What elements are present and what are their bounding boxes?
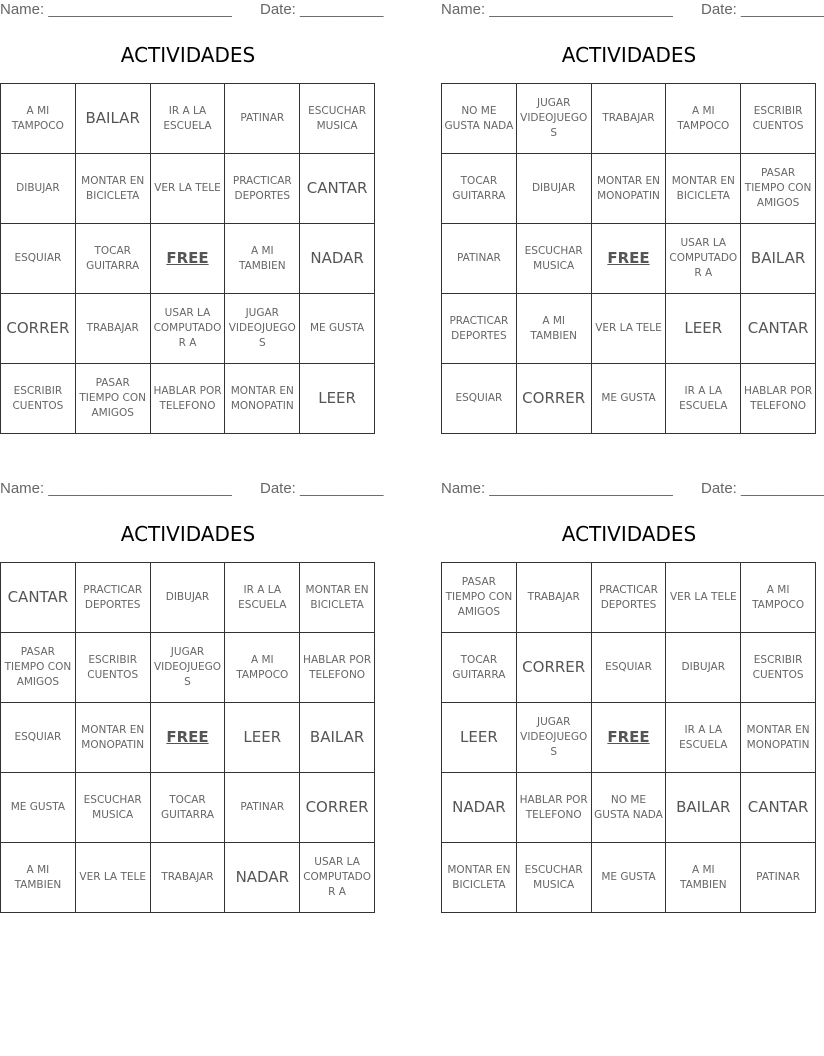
bingo-cell[interactable]: CORRER bbox=[1, 294, 76, 364]
date-label: Date: bbox=[701, 480, 737, 497]
bingo-cell[interactable]: JUGAR VIDEOJUEGOS bbox=[151, 633, 226, 703]
bingo-cell[interactable]: JUGAR VIDEOJUEGOS bbox=[517, 703, 592, 773]
bingo-cell[interactable]: TOCAR GUITARRA bbox=[151, 773, 226, 843]
bingo-card-1 bbox=[0, 0, 384, 432]
bingo-cell[interactable]: USAR LA COMPUTADOR A bbox=[300, 843, 375, 913]
bingo-cell[interactable]: PRACTICAR DEPORTES bbox=[76, 563, 151, 633]
bingo-cell[interactable]: MONTAR EN MONOPATIN bbox=[225, 364, 300, 434]
bingo-cell[interactable]: ME GUSTA bbox=[300, 294, 375, 364]
card-title: ACTIVIDADES bbox=[561, 522, 697, 546]
bingo-cell[interactable]: USAR LA COMPUTADOR A bbox=[666, 224, 741, 294]
bingo-cell[interactable]: CANTAR bbox=[1, 563, 76, 633]
card-title: ACTIVIDADES bbox=[561, 43, 697, 67]
card-title: ACTIVIDADES bbox=[120, 522, 256, 546]
free-space[interactable]: FREE bbox=[592, 224, 667, 294]
bingo-cell[interactable]: IR A LA ESCUELA bbox=[666, 364, 741, 434]
bingo-cell[interactable]: TRABAJAR bbox=[151, 843, 226, 913]
bingo-grid bbox=[0, 83, 375, 434]
bingo-cell[interactable]: MONTAR EN BICICLETA bbox=[666, 154, 741, 224]
bingo-cell[interactable]: VER LA TELE bbox=[592, 294, 667, 364]
bingo-cell[interactable]: ME GUSTA bbox=[592, 364, 667, 434]
bingo-cell[interactable]: MONTAR EN BICICLETA bbox=[442, 843, 517, 913]
bingo-cell[interactable]: HABLAR POR TELEFONO bbox=[300, 633, 375, 703]
bingo-cell[interactable]: VER LA TELE bbox=[151, 154, 226, 224]
bingo-card-3 bbox=[0, 479, 384, 911]
bingo-cell[interactable]: ESCRIBIR CUENTOS bbox=[76, 633, 151, 703]
bingo-cell[interactable]: JUGAR VIDEOJUEGOS bbox=[517, 84, 592, 154]
free-space[interactable]: FREE bbox=[592, 703, 667, 773]
bingo-cell[interactable]: TOCAR GUITARRA bbox=[76, 224, 151, 294]
date-line: __________ bbox=[741, 480, 824, 497]
bingo-cell[interactable]: A MI TAMPOCO bbox=[225, 633, 300, 703]
bingo-cell[interactable]: IR A LA ESCUELA bbox=[151, 84, 226, 154]
date-label: Date: bbox=[260, 480, 296, 497]
bingo-cell[interactable]: PRACTICAR DEPORTES bbox=[225, 154, 300, 224]
bingo-cell[interactable]: PASAR TIEMPO CON AMIGOS bbox=[1, 633, 76, 703]
bingo-cell[interactable]: A MI TAMPOCO bbox=[1, 84, 76, 154]
bingo-cell[interactable]: TRABAJAR bbox=[592, 84, 667, 154]
bingo-cell[interactable]: LEER bbox=[442, 703, 517, 773]
bingo-cell[interactable]: ESCUCHAR MUSICA bbox=[517, 843, 592, 913]
name-field[interactable] bbox=[441, 0, 673, 20]
bingo-cell[interactable]: PASAR TIEMPO CON AMIGOS bbox=[741, 154, 816, 224]
bingo-cell[interactable]: NADAR bbox=[442, 773, 517, 843]
bingo-cell[interactable]: BAILAR bbox=[741, 224, 816, 294]
name-field[interactable] bbox=[0, 479, 232, 499]
bingo-cell[interactable]: DIBUJAR bbox=[517, 154, 592, 224]
bingo-cell[interactable]: NADAR bbox=[225, 843, 300, 913]
bingo-cell[interactable]: CORRER bbox=[300, 773, 375, 843]
card-title: ACTIVIDADES bbox=[120, 43, 256, 67]
bingo-cell[interactable]: BAILAR bbox=[666, 773, 741, 843]
bingo-cell[interactable]: NO ME GUSTA NADA bbox=[442, 84, 517, 154]
bingo-cell[interactable]: USAR LA COMPUTADOR A bbox=[151, 294, 226, 364]
bingo-cell[interactable]: LEER bbox=[300, 364, 375, 434]
bingo-cell[interactable]: BAILAR bbox=[76, 84, 151, 154]
bingo-cell[interactable]: ME GUSTA bbox=[592, 843, 667, 913]
bingo-cell[interactable]: MONTAR EN MONOPATIN bbox=[76, 703, 151, 773]
date-line: __________ bbox=[300, 1, 384, 18]
bingo-cell[interactable]: PASAR TIEMPO CON AMIGOS bbox=[442, 563, 517, 633]
name-label: Name: bbox=[441, 480, 486, 497]
card-header bbox=[441, 0, 824, 20]
bingo-cell[interactable]: HABLAR POR TELEFONO bbox=[741, 364, 816, 434]
date-line: __________ bbox=[300, 480, 384, 497]
bingo-cell[interactable]: DIBUJAR bbox=[666, 633, 741, 703]
bingo-cell[interactable]: MONTAR EN MONOPATIN bbox=[741, 703, 816, 773]
date-label: Date: bbox=[260, 1, 296, 18]
bingo-grid bbox=[441, 83, 816, 434]
bingo-cell[interactable]: MONTAR EN MONOPATIN bbox=[592, 154, 667, 224]
date-line: __________ bbox=[741, 1, 824, 18]
bingo-cell[interactable]: CANTAR bbox=[741, 773, 816, 843]
bingo-cell[interactable]: VER LA TELE bbox=[666, 563, 741, 633]
bingo-cell[interactable]: BAILAR bbox=[300, 703, 375, 773]
date-field[interactable] bbox=[701, 479, 824, 499]
name-field[interactable] bbox=[441, 479, 673, 499]
free-space[interactable]: FREE bbox=[151, 703, 226, 773]
bingo-cell[interactable]: ESCRIBIR CUENTOS bbox=[741, 84, 816, 154]
name-label: Name: bbox=[0, 480, 45, 497]
bingo-cell[interactable]: PATINAR bbox=[741, 843, 816, 913]
name-label: Name: bbox=[0, 1, 45, 18]
bingo-cell[interactable]: PASAR TIEMPO CON AMIGOS bbox=[76, 364, 151, 434]
bingo-cell[interactable]: CORRER bbox=[517, 633, 592, 703]
date-label: Date: bbox=[701, 1, 737, 18]
bingo-cell[interactable]: ME GUSTA bbox=[1, 773, 76, 843]
bingo-cell[interactable]: PATINAR bbox=[225, 773, 300, 843]
bingo-grid bbox=[0, 562, 375, 913]
card-header bbox=[0, 0, 384, 20]
bingo-cell[interactable]: TRABAJAR bbox=[517, 563, 592, 633]
bingo-cell[interactable]: LEER bbox=[666, 294, 741, 364]
bingo-cell[interactable]: A MI TAMBIEN bbox=[517, 294, 592, 364]
bingo-cell[interactable]: HABLAR POR TELEFONO bbox=[517, 773, 592, 843]
bingo-cell[interactable]: ESQUIAR bbox=[442, 364, 517, 434]
bingo-cell[interactable]: JUGAR VIDEOJUEGOS bbox=[225, 294, 300, 364]
name-line: ______________________ bbox=[489, 1, 673, 18]
bingo-cell[interactable]: ESQUIAR bbox=[1, 224, 76, 294]
bingo-cell[interactable]: CORRER bbox=[517, 364, 592, 434]
bingo-cell[interactable]: A MI TAMPOCO bbox=[741, 563, 816, 633]
name-field[interactable] bbox=[0, 0, 232, 20]
bingo-cell[interactable]: TRABAJAR bbox=[76, 294, 151, 364]
bingo-cell[interactable]: ESCRIBIR CUENTOS bbox=[1, 364, 76, 434]
card-header bbox=[441, 479, 824, 499]
bingo-cell[interactable]: ESQUIAR bbox=[592, 633, 667, 703]
bingo-cell[interactable]: IR A LA ESCUELA bbox=[666, 703, 741, 773]
bingo-cell[interactable]: A MI TAMBIEN bbox=[666, 843, 741, 913]
bingo-card-2 bbox=[441, 0, 824, 432]
bingo-cell[interactable]: CANTAR bbox=[741, 294, 816, 364]
bingo-cell[interactable]: NADAR bbox=[300, 224, 375, 294]
name-line: ______________________ bbox=[489, 480, 673, 497]
bingo-cell[interactable]: ESCUCHAR MUSICA bbox=[300, 84, 375, 154]
bingo-cell[interactable]: HABLAR POR TELEFONO bbox=[151, 364, 226, 434]
bingo-cell[interactable]: DIBUJAR bbox=[1, 154, 76, 224]
bingo-cell[interactable]: MONTAR EN BICICLETA bbox=[300, 563, 375, 633]
date-field[interactable] bbox=[260, 0, 383, 20]
name-label: Name: bbox=[441, 1, 486, 18]
bingo-cell[interactable]: DIBUJAR bbox=[151, 563, 226, 633]
free-space[interactable]: FREE bbox=[151, 224, 226, 294]
bingo-grid bbox=[441, 562, 816, 913]
card-header bbox=[0, 479, 384, 499]
bingo-cell[interactable]: PRACTICAR DEPORTES bbox=[592, 563, 667, 633]
bingo-cell[interactable]: ESCUCHAR MUSICA bbox=[76, 773, 151, 843]
bingo-cell[interactable]: A MI TAMBIEN bbox=[1, 843, 76, 913]
bingo-cell[interactable]: CANTAR bbox=[300, 154, 375, 224]
bingo-cell[interactable]: ESQUIAR bbox=[1, 703, 76, 773]
bingo-cell[interactable]: VER LA TELE bbox=[76, 843, 151, 913]
bingo-cell[interactable]: A MI TAMBIEN bbox=[225, 224, 300, 294]
bingo-cell[interactable]: NO ME GUSTA NADA bbox=[592, 773, 667, 843]
bingo-cell[interactable]: PRACTICAR DEPORTES bbox=[442, 294, 517, 364]
bingo-cell[interactable]: IR A LA ESCUELA bbox=[225, 563, 300, 633]
date-field[interactable] bbox=[260, 479, 383, 499]
name-line: ______________________ bbox=[48, 480, 232, 497]
bingo-cell[interactable]: TOCAR GUITARRA bbox=[442, 633, 517, 703]
bingo-cell[interactable]: LEER bbox=[225, 703, 300, 773]
bingo-cell[interactable]: PATINAR bbox=[442, 224, 517, 294]
bingo-cell[interactable]: ESCUCHAR MUSICA bbox=[517, 224, 592, 294]
name-line: ______________________ bbox=[48, 1, 232, 18]
bingo-cell[interactable]: PATINAR bbox=[225, 84, 300, 154]
bingo-card-4 bbox=[441, 479, 824, 911]
bingo-cell[interactable]: ESCRIBIR CUENTOS bbox=[741, 633, 816, 703]
bingo-cell[interactable]: TOCAR GUITARRA bbox=[442, 154, 517, 224]
bingo-cell[interactable]: A MI TAMPOCO bbox=[666, 84, 741, 154]
date-field[interactable] bbox=[701, 0, 824, 20]
bingo-cell[interactable]: MONTAR EN BICICLETA bbox=[76, 154, 151, 224]
